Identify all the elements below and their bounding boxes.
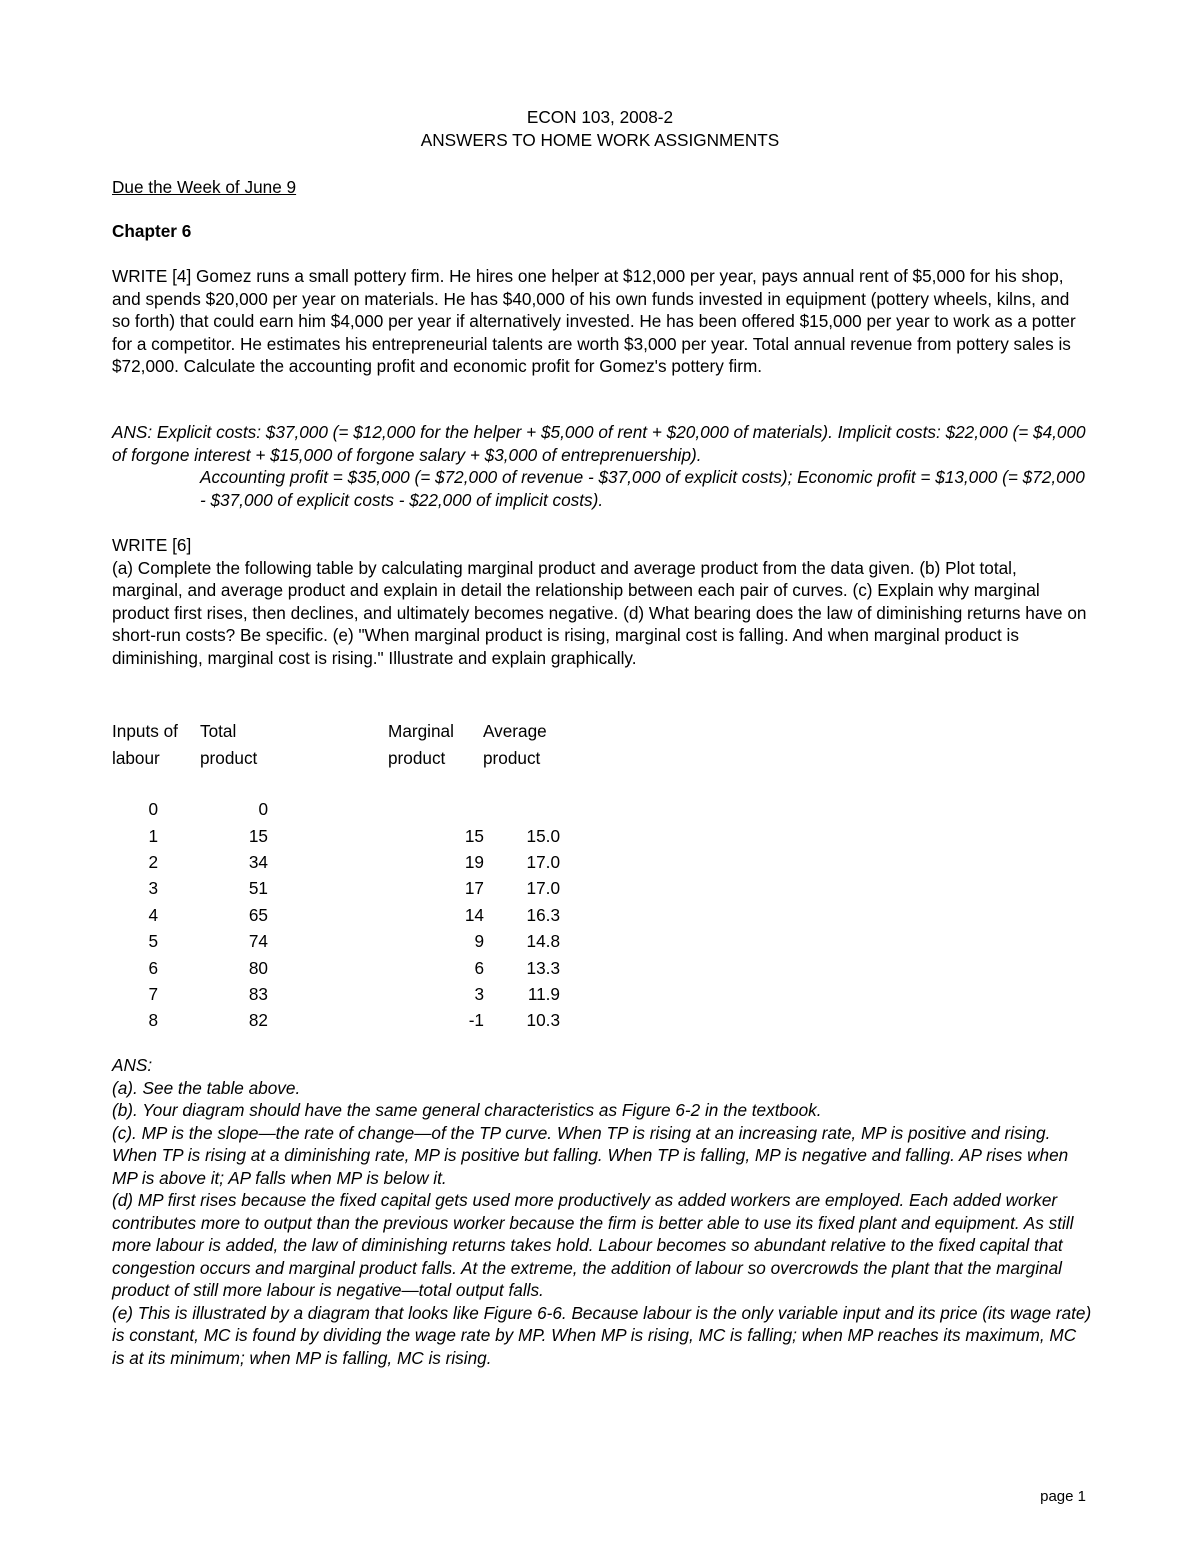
answer-d: (d) MP first rises because the fixed capital gets used more productively as added workers are employed. Each added worker contributes more to output than the previous worker because the firm is better able to use its fixed plant and equipment. As still more labour is added, the law of diminishing returns takes hold. Labour becomes so abundant relative to the fixed capital that congestion occurs and marginal product falls. At the extreme, the addition of labour so overcrowds the plant that the marginal product of still more labour is negative—total output falls. (112, 1190, 1074, 1300)
chapter-heading: Chapter 6 (112, 221, 192, 241)
table-row: 0 0 (148, 799, 268, 819)
table-row: 3 51 17 17.0 (148, 878, 560, 898)
table-row: 5 74 9 14.8 (148, 931, 560, 951)
answer-1 (112, 421, 1092, 511)
answer-c: (c). MP is the slope—the rate of change—of the TP curve. When TP is rising at an increasing rate, MP is positive and rising. When TP is rising at a diminishing rate, MP is positive but falling. When TP is falling, MP is negative and falling. AP rises when MP is above it; AP falls when MP is below it. (112, 1122, 1069, 1188)
table-row: 2 34 19 17.0 (148, 852, 560, 872)
question-1 (112, 265, 1092, 378)
answer-e: (e) This is illustrated by a diagram that looks like Figure 6-6. Because labour is the only variable input and its price (its wage rate) is constant, MC is found by dividing the wage rate by MP. When MP is rising, MC is falling; when MP reaches its maximum, MC is at its minimum; when MP is falling, MC is rising. (112, 1302, 1092, 1368)
due-date: Due the Week of June 9 (112, 177, 297, 197)
answers-section (112, 1054, 1092, 1369)
header-inputs: Inputs of labour (112, 721, 178, 768)
answer-1-profits: Accounting profit = $35,000 (= $72,000 of revenue - $37,000 of explicit costs); Economic profit = $13,000 (= $72,000 - $37,000 of explicit costs - $22,000 of implicit costs). (200, 467, 1085, 510)
table-row: 6 80 6 13.3 (148, 958, 560, 978)
header-total-product: Total product (200, 721, 258, 768)
question-2-title: WRITE [6] (112, 535, 192, 555)
answers-label: ANS: (112, 1055, 153, 1075)
page-number: page 1 (1040, 1488, 1086, 1505)
table-row: 7 83 3 11.9 (148, 984, 560, 1004)
table-row: 4 65 14 16.3 (148, 905, 560, 925)
question-2 (112, 534, 1092, 669)
answer-1-costs: ANS: Explicit costs: $37,000 (= $12,000 for the helper + $5,000 of rent + $20,000 of materials). Implicit costs: $22,000 (= $4,000 of forgone interest + $15,000 of forgone salary + $3,000 of entreprenuership). (112, 422, 1086, 465)
answer-a: (a). See the table above. (112, 1077, 301, 1098)
table-row: 8 82 -1 10.3 (148, 1010, 560, 1030)
doc-subtitle: ANSWERS TO HOME WORK ASSIGNMENTS (420, 130, 780, 150)
answer-b: (b). Your diagram should have the same general characteristics as Figure 6-2 in the textbook. (112, 1100, 822, 1120)
question-2-text: (a) Complete the following table by calculating marginal product and average product from the data given. (b) Plot total, marginal, and average product and explain in detail the relationship between each pair of curves. (c) Explain why marginal product first rises, then declines, and ultimately becomes negative. (d) What bearing does the law of diminishing returns have on short-run costs? Be specific. (e) "When marginal product is rising, marginal cost is falling. And when marginal product is diminishing, marginal cost is rising." Illustrate and explain graphically. (112, 557, 1087, 668)
doc-title: ECON 103, 2008-2 (526, 107, 674, 127)
header-average-product: Average product (483, 721, 547, 768)
table-row: 1 15 15 15.0 (148, 826, 560, 846)
question-1-text: WRITE [4] Gomez runs a small pottery firm. He hires one helper at $12,000 per year, pays annual rent of $5,000 for his shop, and spends $20,000 per year on materials. He has $40,000 of his own funds invested in equipment (pottery wheels, kilns, and so forth) that could earn him $4,000 per year if alternatively invested. He has been offered $15,000 per year to work as a potter for a competitor. He estimates his entrepreneurial talents are worth $3,000 per year. Total annual revenue from pottery sales is $72,000. Calculate the accounting profit and economic profit for Gomez's pottery firm. (112, 266, 1076, 376)
header-marginal-product: Marginal product (388, 721, 454, 768)
